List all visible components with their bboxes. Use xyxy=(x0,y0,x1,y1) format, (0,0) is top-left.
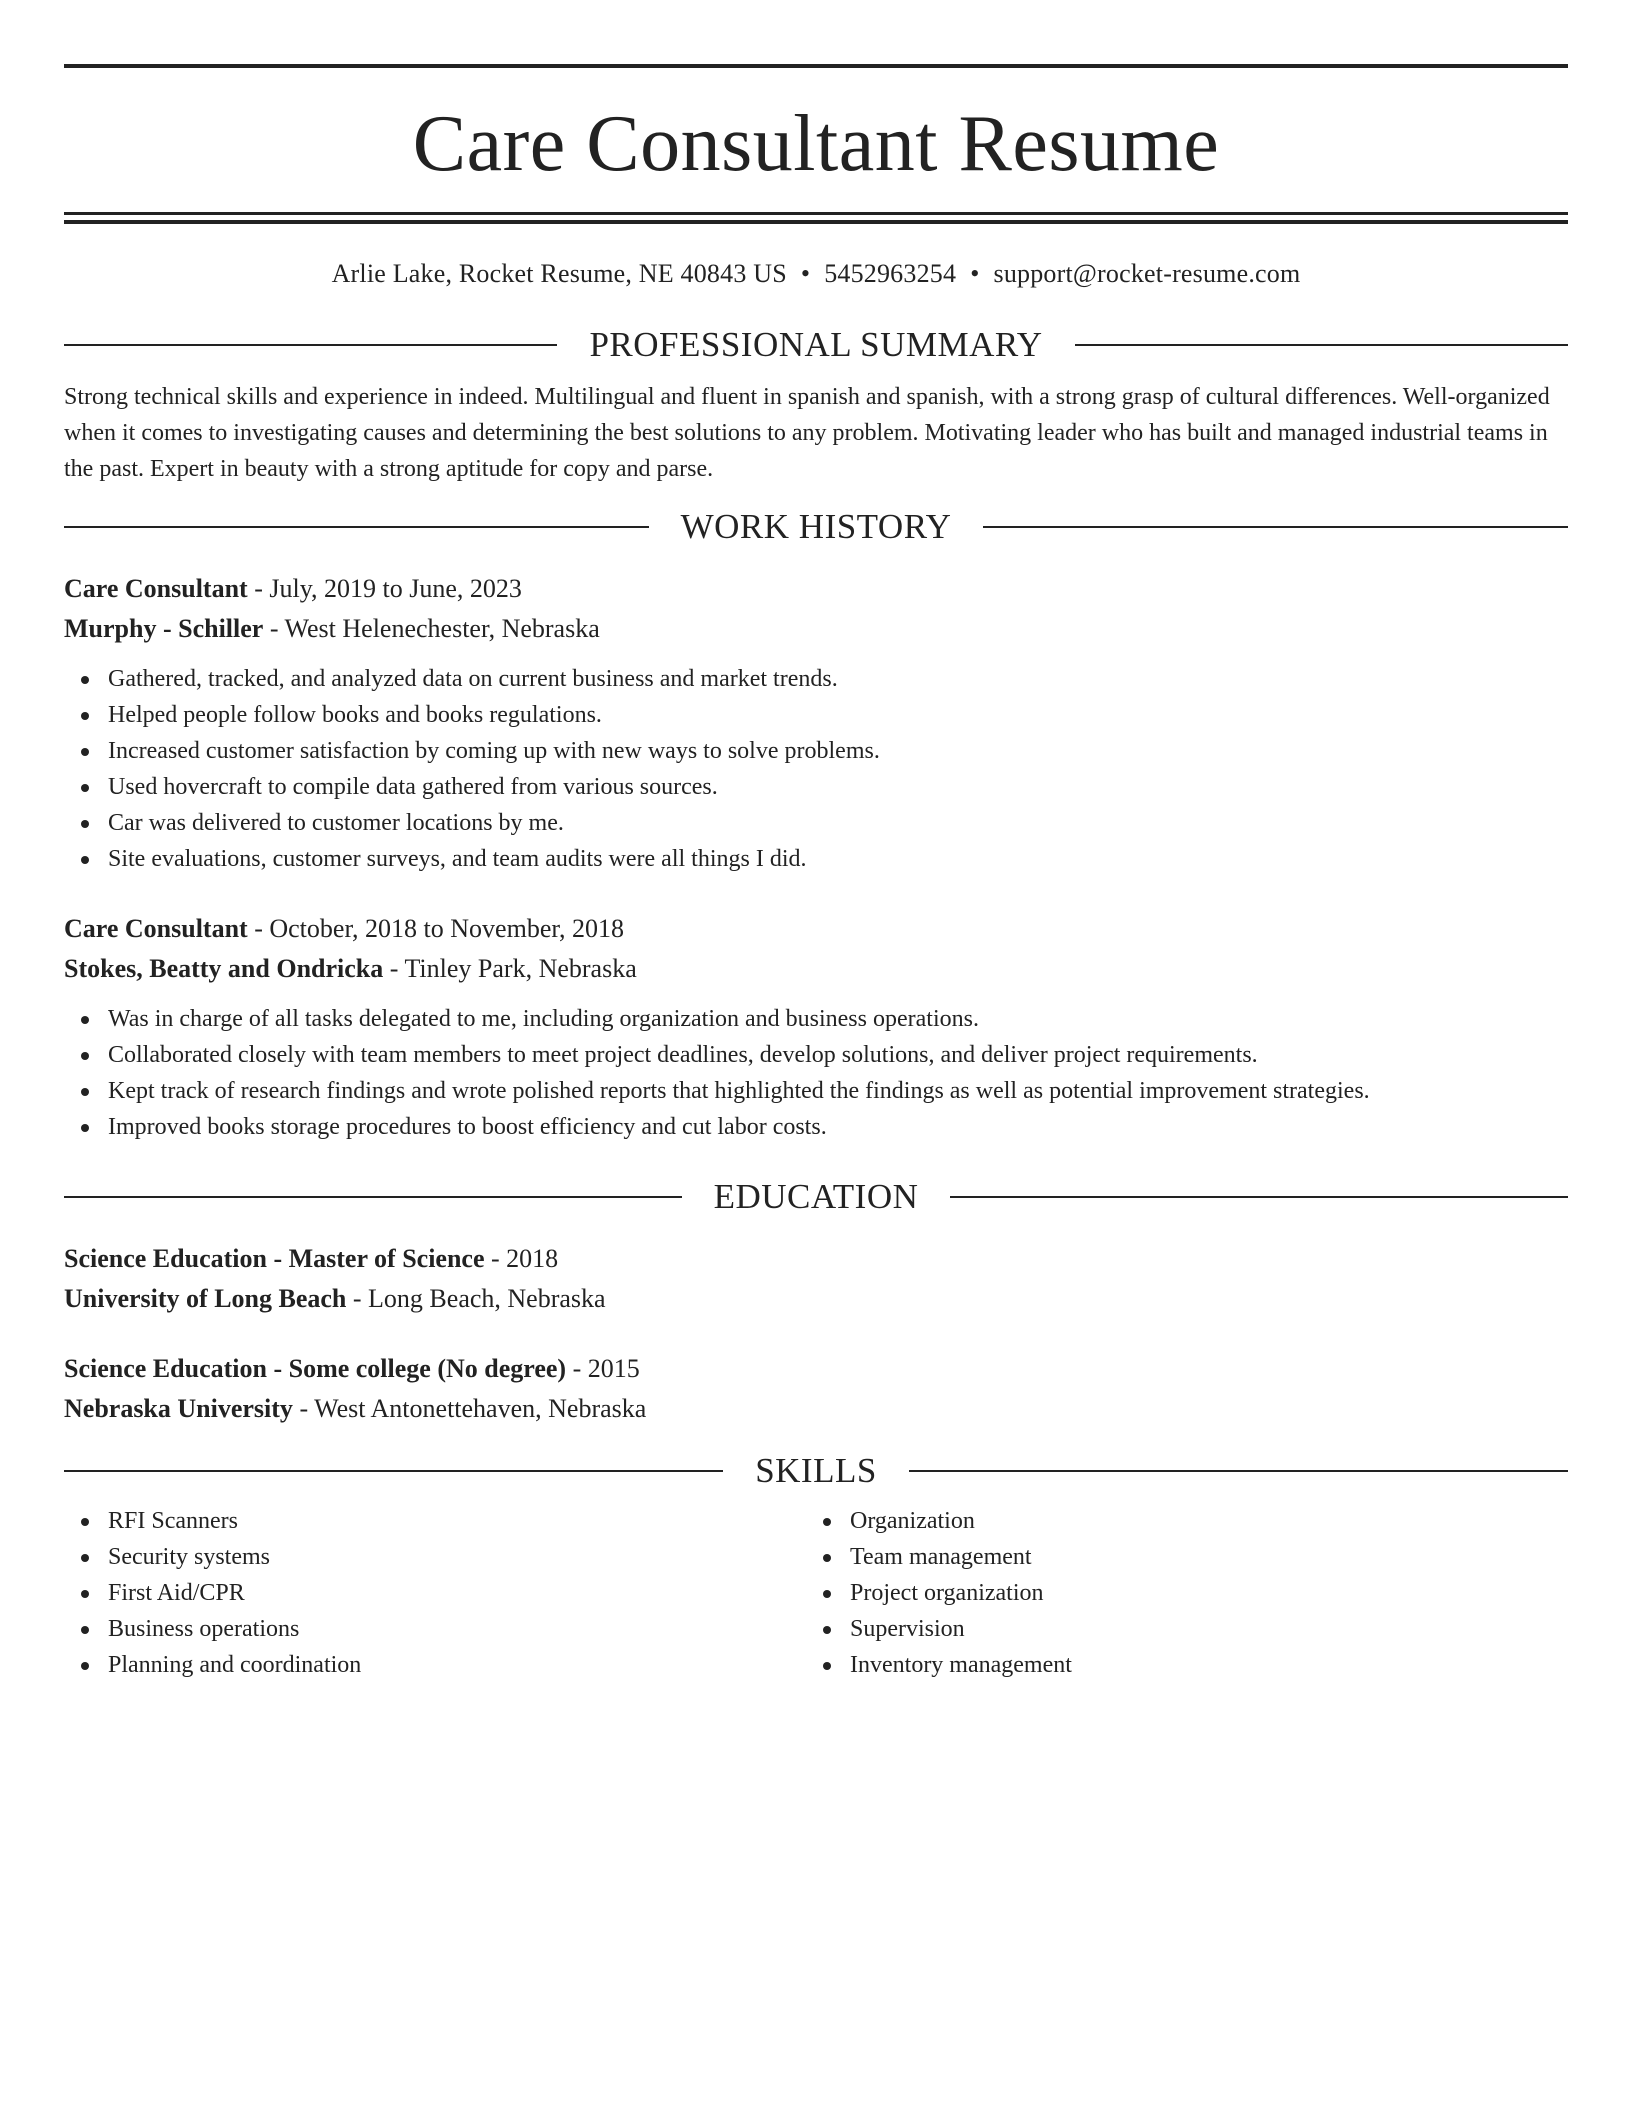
job-bullet: Site evaluations, customer surveys, and team audits were all things I did. xyxy=(64,841,1568,877)
skill-item: Team management xyxy=(806,1539,1548,1575)
contact-line xyxy=(64,258,1568,290)
skills-list-right xyxy=(806,1503,1548,1683)
job-bullet: Used hovercraft to compile data gathered from various sources. xyxy=(64,769,1568,805)
header-double-rule xyxy=(64,212,1568,224)
job-dates: - July, 2019 to June, 2023 xyxy=(247,574,522,603)
job-bullet: Car was delivered to customer locations by me. xyxy=(64,805,1568,841)
contact-address: Arlie Lake, Rocket Resume, NE 40843 US xyxy=(331,259,787,288)
job-location: - West Helenechester, Nebraska xyxy=(263,614,600,643)
section-header-education xyxy=(64,1177,1568,1217)
section-rule-right xyxy=(983,526,1568,528)
skill-item: First Aid/CPR xyxy=(64,1575,806,1611)
skills-list-left xyxy=(64,1503,806,1683)
section-rule-left xyxy=(64,1470,723,1472)
section-title-summary: PROFESSIONAL SUMMARY xyxy=(589,325,1043,364)
section-title-skills: SKILLS xyxy=(755,1451,877,1490)
section-rule-right xyxy=(1075,344,1568,346)
section-rule-left xyxy=(64,1196,682,1198)
skill-item: Business operations xyxy=(64,1611,806,1647)
job-bullet: Was in charge of all tasks delegated to me, including organization and business operations. xyxy=(64,1001,1568,1037)
education-degree: Science Education - Master of Science xyxy=(64,1244,485,1273)
education-year: - 2015 xyxy=(566,1354,640,1383)
skill-item: Project organization xyxy=(806,1575,1548,1611)
job-bullet: Gathered, tracked, and analyzed data on current business and market trends. xyxy=(64,661,1568,697)
skill-item: RFI Scanners xyxy=(64,1503,806,1539)
job-title-line xyxy=(64,909,1568,949)
job-company: Murphy - Schiller xyxy=(64,614,264,643)
skill-item: Organization xyxy=(806,1503,1548,1539)
header-top-rule xyxy=(64,64,1568,68)
job-dates: - October, 2018 to November, 2018 xyxy=(247,914,624,943)
job-title-line xyxy=(64,569,1568,609)
education-school: Nebraska University xyxy=(64,1394,293,1423)
job-bullet: Helped people follow books and books regulations. xyxy=(64,697,1568,733)
job-bullets xyxy=(64,661,1568,877)
contact-separator: • xyxy=(970,259,980,288)
education-degree: Science Education - Some college (No degree) xyxy=(64,1354,567,1383)
skills-grid xyxy=(64,1503,1568,1683)
skill-item: Security systems xyxy=(64,1539,806,1575)
section-rule-right xyxy=(909,1470,1568,1472)
summary-text: Strong technical skills and experience in indeed. Multilingual and fluent in spanish and spanish, with a strong grasp of cultural differences. Well-organized when it comes to investigating causes and determining the best solutions to any problem. Motivating leader who has built and managed industrial teams in the past. Expert in beauty with a strong aptitude for copy and parse. xyxy=(64,384,1550,482)
contact-separator: • xyxy=(800,259,811,288)
job-entry xyxy=(64,909,1568,1145)
section-rule-left xyxy=(64,344,557,346)
job-bullet: Kept track of research findings and wrote polished reports that highlighted the findings as well as potential improvement strategies. xyxy=(64,1073,1568,1109)
education-degree-line xyxy=(64,1239,1568,1279)
job-company: Stokes, Beatty and Ondricka xyxy=(64,954,384,983)
job-bullet: Improved books storage procedures to boost efficiency and cut labor costs. xyxy=(64,1109,1568,1145)
education-school-line xyxy=(64,1279,1568,1319)
section-rule-left xyxy=(64,526,649,528)
contact-email: support@rocket-resume.com xyxy=(993,259,1301,288)
job-entry xyxy=(64,569,1568,877)
education-degree-line xyxy=(64,1349,1568,1389)
section-rule-right xyxy=(950,1196,1568,1198)
job-title: Care Consultant xyxy=(64,574,248,603)
skill-item: Planning and coordination xyxy=(64,1647,806,1683)
section-title-work: WORK HISTORY xyxy=(680,507,952,546)
resume-page xyxy=(64,64,1568,1683)
education-location: - Long Beach, Nebraska xyxy=(346,1284,606,1313)
job-title: Care Consultant xyxy=(64,914,248,943)
education-location: - West Antonettehaven, Nebraska xyxy=(292,1394,647,1423)
job-bullets xyxy=(64,1001,1568,1145)
page-title: Care Consultant Resume xyxy=(412,100,1220,188)
education-entry xyxy=(64,1239,1568,1319)
contact-phone: 5452963254 xyxy=(824,259,957,288)
section-title-education: EDUCATION xyxy=(713,1177,919,1216)
education-school-line xyxy=(64,1389,1568,1429)
job-company-line xyxy=(64,949,1568,989)
education-year: - 2018 xyxy=(484,1244,559,1273)
job-company-line xyxy=(64,609,1568,649)
section-header-work xyxy=(64,507,1568,547)
section-header-skills xyxy=(64,1451,1568,1491)
skill-item: Inventory management xyxy=(806,1647,1548,1683)
education-school: University of Long Beach xyxy=(64,1284,347,1313)
section-header-summary xyxy=(64,325,1568,365)
skill-item: Supervision xyxy=(806,1611,1548,1647)
job-location: - Tinley Park, Nebraska xyxy=(383,954,637,983)
job-bullet: Increased customer satisfaction by coming up with new ways to solve problems. xyxy=(64,733,1568,769)
education-entry xyxy=(64,1349,1568,1429)
job-bullet: Collaborated closely with team members to meet project deadlines, develop solutions, and deliver project requirements. xyxy=(64,1037,1568,1073)
